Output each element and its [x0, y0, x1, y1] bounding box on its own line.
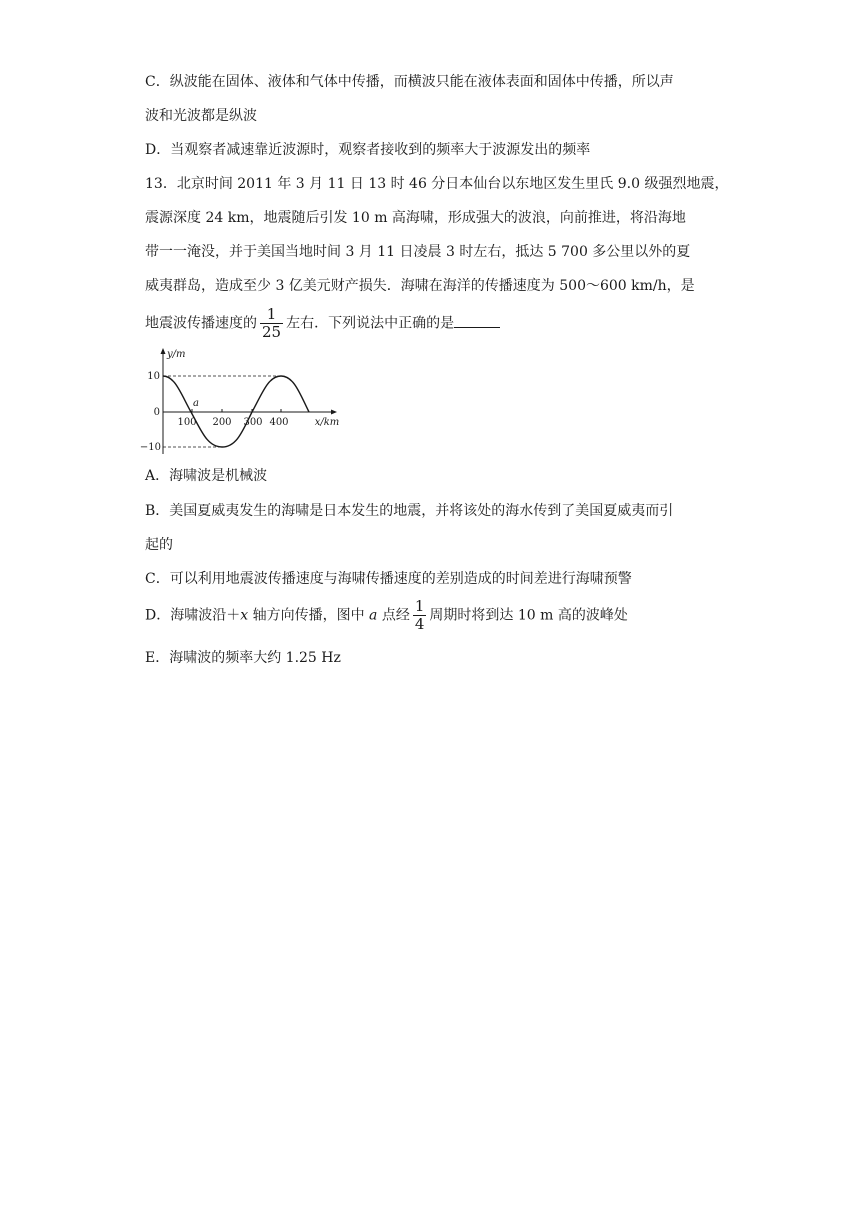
y-axis-arrow: [161, 348, 166, 354]
question-stem-line5-after: 左右．下列说法中正确的是: [286, 315, 455, 332]
fraction-one-quarter: [413, 598, 427, 633]
y-axis-label: y/m: [167, 349, 186, 360]
option-d-var-x: x: [240, 607, 249, 624]
wave-graph-figure: [139, 346, 345, 458]
answer-blank[interactable]: [454, 313, 500, 328]
option-d-mid: 轴方向传播，图中: [248, 607, 370, 624]
fraction-numerator: 1: [266, 305, 277, 323]
x-tick-label-400: 400: [269, 417, 289, 428]
x-tick-label-100: 100: [177, 417, 197, 428]
option-d-after: 周期时将到达 10 m 高的波峰处: [429, 607, 628, 624]
option-b-line2: 起的: [145, 537, 173, 553]
prev-option-c-line1: C．纵波能在固体、液体和气体中传播，而横波只能在液体表面和固体中传播，所以声: [145, 74, 674, 90]
x-tick-label-200: 200: [212, 417, 232, 428]
y-tick-label-0: 0: [153, 407, 160, 418]
question-stem-line5-before: 地震波传播速度的: [145, 315, 257, 332]
x-axis-arrow: [331, 410, 337, 415]
fraction-numerator: 1: [414, 597, 425, 615]
fraction-one-twenty-fifth: [260, 306, 283, 341]
x-tick-label-300: 300: [243, 417, 263, 428]
point-a-label: a: [193, 398, 199, 409]
question-stem-line2: 震源深度 24 km，地震随后引发 10 m 高海啸，形成强大的波浪，向前推进，将沿海地: [145, 210, 686, 226]
option-d: [145, 598, 628, 633]
option-d-mid2: 点经: [377, 607, 410, 624]
question-stem-line4: 威夷群岛，造成至少 3 亿美元财产损失．海啸在海洋的传播速度为 500～600 km/h，是: [145, 278, 695, 294]
option-d-before: D．海啸波沿＋: [145, 607, 241, 624]
fraction-denominator: 4: [414, 615, 425, 633]
option-c: C．可以利用地震波传播速度与海啸传播速度的差别造成的时间差进行海啸预警: [145, 571, 632, 587]
option-e: E．海啸波的频率大约 1.25 Hz: [145, 650, 341, 666]
y-tick-label-10: 10: [147, 371, 160, 382]
prev-option-d: D．当观察者减速靠近波源时，观察者接收到的频率大于波源发出的频率: [145, 142, 591, 158]
y-tick-label-neg10: −10: [139, 442, 161, 453]
question-stem-line3: 带一一淹没，并于美国当地时间 3 月 11 日凌晨 3 时左右，抵达 5 700 多公里以外的夏: [145, 244, 691, 260]
prev-option-c-line2: 波和光波都是纵波: [145, 108, 257, 124]
option-d-var-a: a: [369, 607, 378, 624]
question-stem-line5: [145, 306, 500, 341]
x-axis-label: x/km: [314, 417, 340, 428]
option-a: A．海啸波是机械波: [145, 468, 268, 484]
fraction-denominator: 25: [262, 323, 282, 341]
option-b-line1: B．美国夏威夷发生的海啸是日本发生的地震，并将该处的海水传到了美国夏威夷而引: [145, 503, 674, 519]
question-stem-line1: 13．北京时间 2011 年 3 月 11 日 13 时 46 分日本仙台以东地区发生里氏 9.0 级强烈地震，: [145, 176, 729, 192]
